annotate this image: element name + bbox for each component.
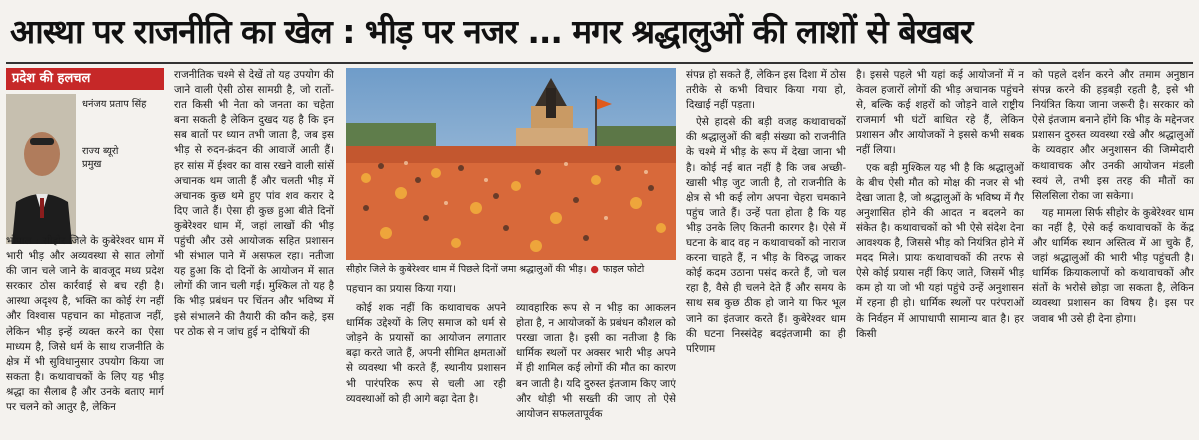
author-info	[82, 98, 166, 171]
section-label: प्रदेश की हलचल	[6, 68, 164, 90]
caption-bullet: ●	[590, 264, 599, 275]
author-photo	[6, 94, 76, 244]
paragraph: पहचान का प्रयास किया गया।	[346, 283, 456, 295]
column-5	[856, 68, 1024, 434]
paragraph: एक बड़ी मुश्किल यह भी है कि श्रद्धालुओं के बीच ऐसी मौत को मोक्ष की नजर से भी देखा जाता है, जो श्रद्धालुओं के भविष्य में गैर अनुशासित होने की आदत न बदलने का संकेत है। कथावाचकों को भी ऐसे संदेश देना आवश्यक है, जिससे भीड़ को नियंत्रित होने में मदद मिले। प्रायः कथावाचकों की तरफ से ऐसे कोई प्रयास नहीं किए जाते, जिसमें भीड़ कम हो या जो भी यहां पहुंचे उन्हें अनुशासन में रहना ही हो। धार्मिक स्थलों पर परंपराओं के निर्वहन में आपाधापी सामान्य बात है। हर किसी	[856, 161, 1024, 340]
paragraph: भोपाल : सीहोर जिले के कुबेरेश्वर धाम में भारी भीड़ और अव्यवस्था से सात लोगों की जान चले जाने के बावजूद मध्य प्रदेश सरकार ठोस कार्रवाई से बच रही है। आस्था अदृश्य है, भक्ति का कोई रंग नहीं और विश्वास पहचान का मोहताज नहीं, लेकिन भीड़ इन्हें व्यक्त करने का ऐसा माध्यम है, जिसे धर्म के साथ राजनीति के क्षेत्र में भी सुविधानुसार उपयोग किया जा सकता है। कथावाचकों के लिए यह भीड़ श्रद्धा का सैलाब है और उनके बताए मार्ग पर चलने को आतुर है, लेकिन	[6, 235, 164, 414]
paragraph: संपन्न हो सकते हैं, लेकिन इस दिशा में ठोस तरीके से कभी विचार किया गया हो, दिखाई नहीं पड़ता।	[686, 69, 846, 112]
paragraph: यह मामला सिर्फ सीहोर के कुबेरेश्वर धाम का नहीं है, ऐसे कई कथावाचकों के केंद्र और धार्मिक स्थान अस्तित्व में आ चुके हैं, जहां श्रद्धालुओं की भारी भीड़ पहुंचती है। धार्मिक क्रियाकलापों को कथावाचकों और संतों के भरोसे छोड़ा जा सकता है, लेकिन व्यवस्था प्रशासन का विषय है। इस पर जवाब भी उसे ही देना होगा।	[1032, 206, 1194, 325]
column-3	[346, 282, 676, 434]
caption-text: सीहोर जिले के कुबेरेश्वर धाम में पिछले दिनों जमा श्रद्धालुओं की भीड़।	[346, 264, 587, 275]
column-6	[1032, 68, 1194, 434]
crowd-photo	[346, 68, 676, 260]
author-name: धनंजय प्रताप सिंह	[82, 99, 147, 110]
column-3b	[516, 301, 676, 424]
paragraph: कोई शक नहीं कि कथावाचक अपने धार्मिक उद्देश्यों के लिए समाज को धर्म से जोड़ने के प्रयासों का आयोजन लगातार बढ़ा करते जाते हैं, अपनी सीमित क्षमताओं से व्यवस्था भी करते हैं, स्थानीय प्रशासन भी पारंपरिक रूप से चली आ रही व्यवस्थाओं को ही आगे बढ़ा देता है।	[346, 302, 506, 405]
column-2	[174, 68, 334, 434]
paragraph: राजनीतिक चश्मे से देखें तो यह उपयोग की जाने वाली ऐसी ठोस सामग्री है, जो रातों-रात किसी भी नेता को जनता का चहेता बना सकती है लेकिन दुखद यह है कि इन सब बातों पर ध्यान तभी जाता है, जब इस भीड़ से रुदन-क्रंदन की आवाजें आती हैं। हर सांस में ईश्वर का वास रखने वाली सांसें अचानक थम जाती हैं और चलती भीड़ में अचानक कुछ थमे हुए पांव शव करार दे दिए जाते हैं। ऐसा ही कुछ हुआ बीते दिनों कुबेरेश्वर धाम में, जहां लाखों की भीड़ पहुंची और उसे आयोजक सहित प्रशासन भी संभाल पाने में असफल रहा। नतीजा यह हुआ कि दो दिनों के आयोजन में सात लोगों की जान चली गई। मुश्किल तो यह है कि भीड़ प्रबंधन पर चिंतन और भविष्य में इसे संभालने की तैयारी की कौन कहे, इस पर ठोक से न जांच हुई न दोषियों की	[174, 69, 334, 338]
headline-rule	[6, 62, 1193, 64]
column-1	[6, 234, 164, 434]
paragraph: को पहले दर्शन करने और तमाम अनुष्ठान संपन्न करने की हड़बड़ी रहती है, इसे भी नियंत्रित किया जाना जरूरी है। सरकार को ऐसे इंतजाम बनाने होंगे कि भीड़ के मद्देनजर प्रशासन दुरुस्त व्यवस्था रखे और श्रद्धालुओं के व्यवहार और अनुशासन की जिम्मेदारी कथावाचक और उनकी आयोजन मंडली स्वयं ले, तभी इस तरह की मौतों का सिलसिला रोका जा सकेगा।	[1032, 69, 1194, 202]
paragraph: है। इससे पहले भी यहां कई आयोजनों में न केवल हजारों लोगों की भीड़ अचानक पहुंचने से, बल्कि कई शहरों को जोड़ने वाले राष्ट्रीय राजमार्ग भी घंटों बाधित रहे हैं, लेकिन प्रशासन और आयोजकों ने इससे कभी सबक नहीं लिया।	[856, 69, 1024, 157]
column-3a	[346, 301, 506, 424]
author-box	[6, 68, 164, 256]
paragraph: व्यावहारिक रूप से न भीड़ का आकलन होता है, न आयोजकों के प्रबंधन कौशल को परखा जाता है। इसी का नतीजा है कि धार्मिक स्थलों पर अक्सर भारी भीड़ अपने में ही शामिल कई लोगों की मौत का कारण बन जाती है। यदि दुरुस्त इंतजाम किए जाएं और थोड़ी भी सख्ती की जाए तो ऐसे आयोजन सफलतापूर्वक	[516, 302, 676, 420]
column-4	[686, 68, 846, 434]
photo-caption	[346, 262, 676, 278]
author-role-1: राज्य ब्यूरो	[82, 146, 119, 157]
author-role-2: प्रमुख	[82, 159, 102, 170]
column-3-subcolumns	[346, 301, 676, 424]
caption-credit: फाइल फोटो	[602, 264, 645, 275]
paragraph: ऐसे हादसे की बड़ी वजह कथावाचकों की श्रद्धालुओं की बड़ी संख्या को राजनीति के चश्मे में भीड़ के रूप में देखा जाना भी है। कोई नई बात नहीं है कि जब अच्छी-खासी भीड़ जुट जाती है, तो राजनीति के क्षेत्र से भी कई लोग अपना चेहरा चमकाने पहुंच जाते हैं। उन्हें पता होता है कि यह भीड़ उनके लिए कितनी कारगर है। ऐसे में घटना के बाद वह न कथावाचकों को नाराज करना चाहते हैं, न भीड़ के विरुद्ध जाकर कोई कदम उठाना पसंद करते हैं, जो चल रहा है, वैसे ही चलने देते हैं और समय के साथ सब कुछ ठीक हो जाने या फिर भूल जाने का इंतजार करते हैं। कुबेरेश्वर धाम की घटना निस्संदेह बदइंतजामी का ही परिणाम	[686, 116, 846, 355]
headline: आस्था पर राजनीति का खेल : भीड़ पर नजर ... मगर श्रद्धालुओं की लाशों से बेखबर	[10, 12, 973, 51]
